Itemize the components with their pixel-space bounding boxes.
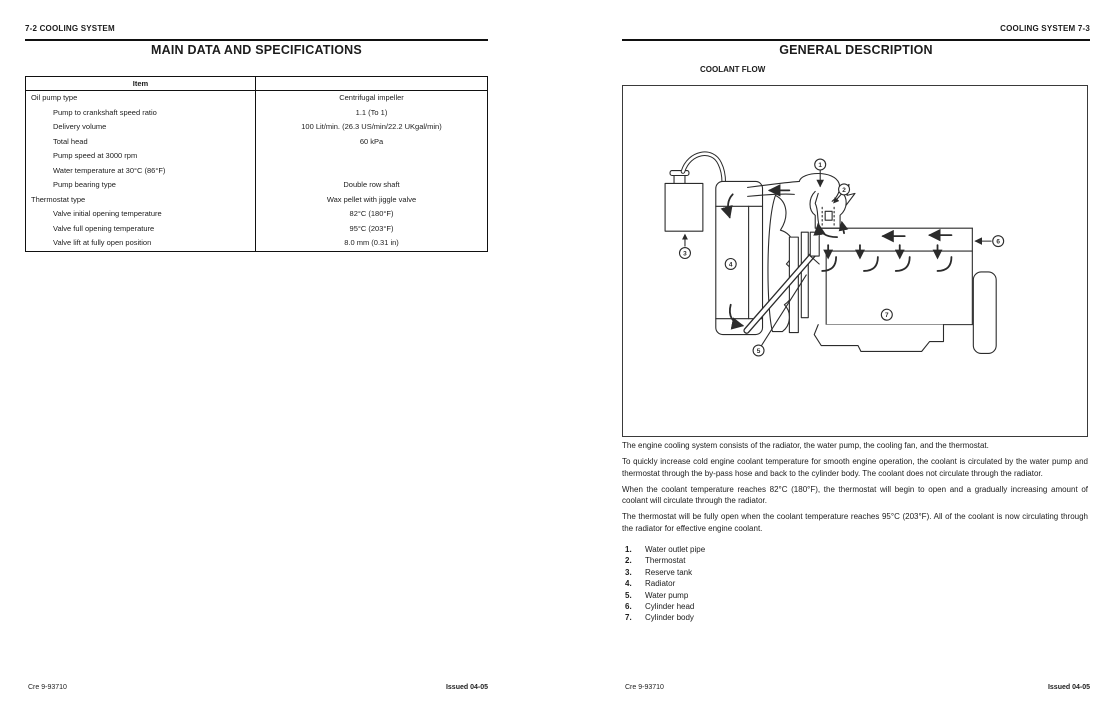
- legend-item: [625, 590, 705, 601]
- row-value: Double row shaft: [343, 180, 400, 189]
- callout-2: [834, 184, 849, 202]
- svg-text:7: 7: [885, 312, 889, 320]
- table-row: [26, 207, 487, 222]
- legend-label: Water outlet pipe: [645, 545, 706, 554]
- spec-table: [25, 76, 488, 252]
- row-item: Water temperature at 30°C (86°F): [26, 164, 256, 179]
- legend-item: [625, 567, 705, 578]
- table-header-row: [26, 77, 487, 91]
- legend-item: [625, 555, 705, 566]
- callout-1: [815, 159, 826, 186]
- callout-6: [975, 236, 1003, 247]
- legend-item: [625, 578, 705, 589]
- callout-3: [680, 235, 691, 258]
- right-running-header: COOLING SYSTEM 7-3: [622, 24, 1090, 41]
- row-item: Valve initial opening temperature: [26, 207, 256, 222]
- legend-number: 1.: [625, 545, 632, 554]
- legend-label: Radiator: [645, 579, 676, 589]
- svg-text:2: 2: [842, 186, 846, 194]
- row-value: 60 kPa: [359, 136, 384, 146]
- legend-number: 3.: [625, 567, 632, 577]
- svg-text:6: 6: [996, 238, 1000, 246]
- row-item: Pump to crankshaft speed ratio: [26, 106, 256, 121]
- row-value: 8.0 mm (0.31 in): [344, 238, 399, 247]
- legend-item: [625, 601, 705, 612]
- svg-text:4: 4: [728, 261, 733, 269]
- table-row: [26, 222, 487, 237]
- row-item: Pump bearing type: [26, 178, 256, 193]
- callout-7: [881, 309, 892, 320]
- description-text: [622, 440, 1088, 539]
- table-header-value: [256, 77, 487, 90]
- coolant-flow-diagram: [623, 86, 1087, 436]
- legend-label: Cylinder body: [645, 613, 694, 623]
- legend-number: 4.: [625, 579, 632, 589]
- reserve-hose: [683, 154, 724, 183]
- legend-label: Water pump: [645, 590, 689, 600]
- left-running-header: 7-2 COOLING SYSTEM: [25, 24, 488, 41]
- legend-number: 7.: [625, 613, 632, 623]
- section-label: COOLANT FLOW: [700, 65, 766, 74]
- legend-number: 6.: [625, 602, 632, 612]
- row-value: Wax pellet with jiggle valve: [326, 194, 417, 204]
- coolant-flow-figure: [622, 85, 1088, 437]
- reserve-tank: [665, 171, 703, 232]
- row-item: Oil pump type: [26, 91, 256, 106]
- row-value: Centrifugal impeller: [339, 93, 404, 102]
- row-value: 82°C (180°F): [349, 209, 394, 218]
- engine-block: [815, 193, 972, 324]
- table-row: [26, 193, 487, 208]
- row-value: 1.1 (To 1): [355, 107, 388, 117]
- table-row: [26, 120, 487, 135]
- table-row: [26, 236, 487, 251]
- legend-number: 5.: [625, 590, 632, 600]
- flywheel-housing: [973, 272, 996, 354]
- table-row: [26, 178, 487, 193]
- doc-number: Cre 9-93710: [625, 684, 664, 691]
- table-row: [26, 135, 487, 150]
- callout-4: [725, 259, 736, 270]
- table-row: [26, 106, 487, 121]
- table-row: [26, 164, 487, 179]
- paragraph: When the coolant temperature reaches 82°C (180°F), the thermostat will begin to open and a gradually increasing amount of coolant will circulate through the radiator.: [622, 484, 1088, 505]
- svg-text:5: 5: [756, 347, 761, 355]
- svg-text:3: 3: [683, 250, 687, 258]
- row-item: Valve lift at fully open position: [26, 236, 256, 251]
- doc-number: Cre 9-93710: [28, 684, 67, 691]
- radiator: [716, 181, 763, 334]
- row-item: Thermostat type: [26, 193, 256, 208]
- row-value: 100 Lit/min. (26.3 US/min/22.2 UKgal/min): [301, 122, 442, 131]
- issue-date: Issued 04-05: [1047, 684, 1090, 691]
- legend-item: [625, 612, 705, 623]
- row-value: [256, 149, 487, 164]
- legend-label: Cylinder head: [645, 602, 695, 612]
- row-item: Delivery volume: [26, 120, 256, 135]
- table-row: [26, 91, 487, 106]
- legend-number: 2.: [625, 556, 632, 566]
- legend-label: Thermostat: [645, 556, 686, 566]
- row-value: [256, 164, 487, 179]
- paragraph: The thermostat will be fully open when the coolant temperature reaches 95°C (203°F). All of the coolant is now circulating through the radiator for effective engine coolant.: [622, 512, 1088, 533]
- issue-date: Issued 04-05: [445, 684, 488, 691]
- row-item: Total head: [26, 135, 256, 150]
- right-page-title: GENERAL DESCRIPTION: [779, 43, 933, 57]
- row-value: 95°C (203°F): [349, 223, 394, 233]
- diagram-legend: [625, 544, 705, 624]
- row-item: Valve full opening temperature: [26, 222, 256, 237]
- paragraph: To quickly increase cold engine coolant temperature for smooth engine operation, the coolant is circulated by the water pump and thermostat through the by-pass hose and back to the cylinder body. The coolant does not circulate through the radiator.: [622, 457, 1088, 478]
- row-item: Pump speed at 3000 rpm: [26, 149, 256, 164]
- paragraph: The engine cooling system consists of the radiator, the water pump, the cooling fan, and the thermostat.: [622, 441, 989, 450]
- oil-pan: [814, 325, 943, 352]
- legend-label: Reserve tank: [645, 567, 693, 577]
- table-row: [26, 149, 487, 164]
- legend-item: [625, 544, 705, 555]
- table-header-item: Item: [26, 77, 256, 90]
- left-page-title: MAIN DATA AND SPECIFICATIONS: [151, 43, 362, 57]
- svg-text:1: 1: [818, 161, 822, 169]
